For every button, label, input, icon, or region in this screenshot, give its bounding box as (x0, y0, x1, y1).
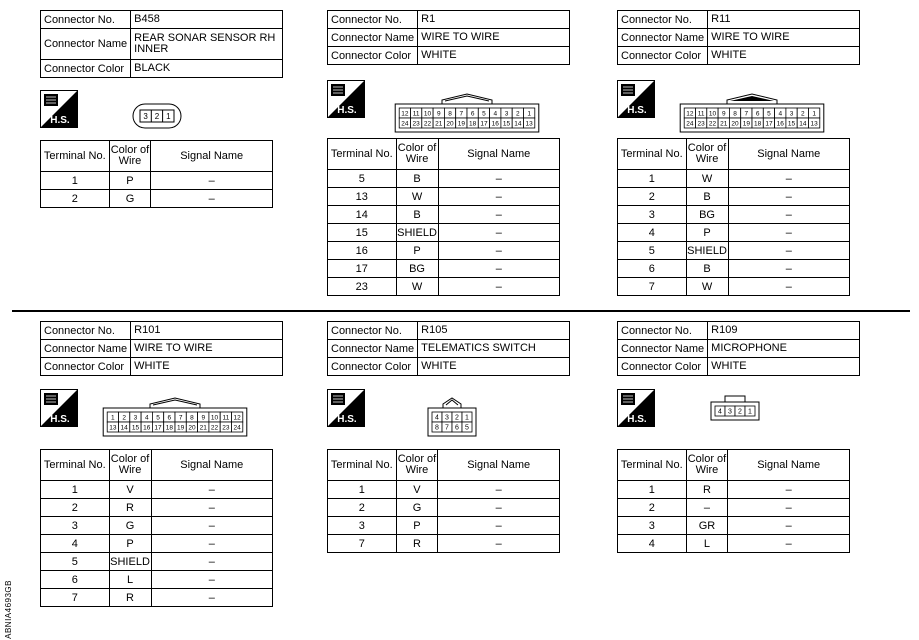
wire-color-header: Color of Wire (396, 139, 438, 170)
connector-name-value: REAR SONAR SENSOR RH INNER (131, 29, 283, 60)
svg-text:H.S.: H.S. (337, 414, 357, 425)
table-row: 5 SHIELD – (618, 242, 850, 260)
connector-name-label: Connector Name (618, 29, 708, 47)
pin-label: 14 (120, 424, 128, 432)
connector-color-label: Connector Color (618, 358, 708, 376)
connector-block-r105 (327, 321, 577, 550)
connector-info-table (327, 321, 570, 376)
harness-side-icon (617, 80, 655, 118)
svg-text:H.S.: H.S. (627, 105, 647, 116)
connector-no-value: R105 (418, 322, 570, 340)
pin-label: 7 (445, 424, 449, 432)
pin-label: 3 (728, 408, 732, 416)
table-row: 4 P – (41, 535, 273, 553)
table-row: 1 W – (618, 170, 850, 188)
terminal-table (40, 449, 273, 607)
pin-label: 23 (697, 120, 705, 128)
pin-label: 14 (799, 120, 807, 128)
connector-face-b458 (132, 103, 182, 129)
connector-no-label: Connector No. (41, 11, 131, 29)
wire-color-header: Color of Wire (109, 141, 151, 172)
pin-label: 21 (199, 424, 207, 432)
pin-label: 15 (787, 120, 796, 128)
connector-info-table (40, 10, 283, 78)
table-row: 3 GR – (618, 517, 850, 535)
connector-info-table (40, 321, 283, 376)
pin-label: 15 (131, 424, 140, 432)
pin-label: 14 (514, 120, 522, 128)
pin-label: 24 (401, 120, 409, 128)
connector-face-r105 (422, 387, 482, 437)
pin-label: 2 (455, 414, 459, 422)
svg-text:H.S.: H.S. (337, 105, 357, 116)
signal-name-header: Signal Name (728, 139, 849, 170)
pin-label: 15 (502, 120, 511, 128)
connector-face-r1 (387, 78, 547, 133)
pin-label: 7 (744, 110, 749, 118)
table-row: 2 – – (618, 499, 850, 517)
table-row: 16 P – (328, 242, 560, 260)
pin-label: 12 (686, 110, 694, 118)
pin-label: 5 (156, 414, 160, 422)
pin-label: 1 (465, 414, 469, 422)
connector-color-value: WHITE (131, 358, 283, 376)
pin-label: 18 (754, 120, 762, 128)
pin-label: 8 (190, 414, 194, 422)
pin-label: 18 (165, 424, 173, 432)
table-row: 3 BG – (618, 206, 850, 224)
pin-label: 5 (767, 110, 771, 118)
pin-label: 10 (210, 414, 219, 422)
pin-label: 16 (143, 424, 151, 432)
connector-name-value: MICROPHONE (708, 340, 860, 358)
connector-color-value: BLACK (131, 60, 283, 78)
table-row: 1 V – (41, 481, 273, 499)
pin-label: 16 (776, 120, 784, 128)
pin-label: 13 (525, 120, 533, 128)
signal-name-header: Signal Name (151, 450, 272, 481)
connector-color-label: Connector Color (618, 47, 708, 65)
pin-label: 19 (457, 120, 465, 128)
connector-block-r109 (617, 321, 867, 550)
pin-label: 6 (755, 110, 760, 118)
pin-label: 5 (482, 110, 486, 118)
pin-label: 7 (178, 414, 183, 422)
terminal-no-header: Terminal No. (618, 450, 687, 481)
connector-no-value: R1 (418, 11, 570, 29)
pin-label: 1 (812, 110, 816, 118)
signal-name-header: Signal Name (728, 450, 850, 481)
connector-no-value: R109 (708, 322, 860, 340)
pin-label: 10 (708, 110, 717, 118)
terminal-no-header: Terminal No. (41, 141, 110, 172)
connector-block-b458 (40, 10, 290, 205)
pin-label: 4 (718, 408, 722, 416)
pin-label: 13 (810, 120, 818, 128)
pin-label: 24 (233, 424, 241, 432)
pin-label: 9 (201, 414, 206, 422)
harness-side-icon (40, 90, 78, 128)
harness-side-icon (327, 80, 365, 118)
pin-label: 2 (122, 414, 126, 422)
pin-label: 6 (470, 110, 475, 118)
pin-label: 10 (423, 110, 432, 118)
pin-label: 17 (765, 120, 773, 128)
pin-label: 11 (222, 414, 230, 422)
pin-label: 1 (166, 112, 171, 121)
table-row: 2 G – (328, 499, 560, 517)
connector-face-r101 (90, 387, 260, 437)
connector-color-value: WHITE (708, 47, 860, 65)
pin-label: 17 (154, 424, 162, 432)
hs-label: H.S. (50, 115, 70, 126)
table-row: 1 V – (328, 481, 560, 499)
connector-info-table (327, 10, 570, 65)
pin-label: 3 (133, 414, 138, 422)
table-row: 7 R – (328, 535, 560, 553)
pin-label: 11 (697, 110, 705, 118)
table-row: 1 R – (618, 481, 850, 499)
terminal-table (40, 140, 273, 208)
pin-label: 21 (720, 120, 728, 128)
pin-label: 4 (144, 414, 149, 422)
pin-label: 23 (222, 424, 230, 432)
harness-side-icon (327, 389, 365, 427)
table-row: 13 W – (328, 188, 560, 206)
table-row: 6 L – (41, 571, 273, 589)
connector-name-value: WIRE TO WIRE (131, 340, 283, 358)
pin-label: 1 (748, 408, 752, 416)
signal-name-header: Signal Name (438, 450, 560, 481)
table-row: 6 B – (618, 260, 850, 278)
pin-label: 12 (233, 414, 241, 422)
pin-label: 9 (436, 110, 441, 118)
pin-label: 2 (516, 110, 520, 118)
pin-label: 2 (738, 408, 742, 416)
terminal-table (617, 138, 850, 296)
table-row: 3 P – (328, 517, 560, 535)
connector-name-label: Connector Name (618, 340, 708, 358)
pin-label: 19 (177, 424, 185, 432)
figure-code: ABNIA4693GB (4, 580, 13, 639)
connector-face-r109 (705, 391, 765, 421)
pin-label: 3 (789, 110, 794, 118)
pin-label: 22 (423, 120, 432, 128)
terminal-no-header: Terminal No. (618, 139, 687, 170)
pin-label: 19 (742, 120, 750, 128)
pin-label: 8 (448, 110, 452, 118)
connector-no-value: R101 (131, 322, 283, 340)
pin-label: 20 (188, 424, 196, 432)
pin-label: 6 (167, 414, 172, 422)
pin-label: 12 (401, 110, 409, 118)
pin-label: 18 (469, 120, 477, 128)
connector-no-label: Connector No. (328, 322, 418, 340)
terminal-table (617, 449, 850, 553)
table-row: 1 P – (41, 172, 273, 190)
pin-label: 7 (459, 110, 464, 118)
pin-label: 6 (455, 424, 459, 432)
connector-name-value: WIRE TO WIRE (418, 29, 570, 47)
table-row: 2 B – (618, 188, 850, 206)
pin-label: 5 (465, 424, 469, 432)
pin-label: 1 (111, 414, 115, 422)
wire-color-header: Color of Wire (109, 450, 151, 481)
connector-color-label: Connector Color (328, 47, 418, 65)
connector-block-r101 (40, 321, 290, 604)
wire-color-header: Color of Wire (686, 450, 728, 481)
connector-color-value: WHITE (418, 358, 570, 376)
connector-face-r11 (672, 78, 832, 133)
wire-color-header: Color of Wire (686, 139, 728, 170)
signal-name-header: Signal Name (438, 139, 559, 170)
connector-color-value: WHITE (708, 358, 860, 376)
pin-label: 20 (446, 120, 454, 128)
connector-no-value: B458 (131, 11, 283, 29)
connector-name-label: Connector Name (41, 29, 131, 60)
connector-name-label: Connector Name (328, 29, 418, 47)
pin-label: 21 (435, 120, 443, 128)
pin-label: 13 (109, 424, 117, 432)
harness-side-icon (617, 389, 655, 427)
connector-no-label: Connector No. (41, 322, 131, 340)
table-row: 5 B – (328, 170, 560, 188)
harness-side-icon (40, 389, 78, 427)
svg-text:H.S.: H.S. (50, 414, 70, 425)
connector-color-label: Connector Color (41, 60, 131, 78)
table-row: 2 G – (41, 190, 273, 208)
pin-label: 22 (708, 120, 717, 128)
pin-label: 20 (731, 120, 739, 128)
table-row: 23 W – (328, 278, 560, 296)
pin-label: 3 (445, 414, 449, 422)
connector-block-r1 (327, 10, 577, 293)
section-divider (12, 310, 910, 312)
pin-label: 2 (154, 112, 160, 121)
pin-label: 16 (491, 120, 499, 128)
terminal-no-header: Terminal No. (41, 450, 110, 481)
connector-name-label: Connector Name (41, 340, 131, 358)
connector-name-value: TELEMATICS SWITCH (418, 340, 570, 358)
wire-color-header: Color of Wire (396, 450, 438, 481)
connector-no-label: Connector No. (328, 11, 418, 29)
table-row: 15 SHIELD – (328, 224, 560, 242)
connector-info-table (617, 321, 860, 376)
pin-label: 9 (721, 110, 726, 118)
pin-label: 4 (493, 110, 498, 118)
table-row: 7 R – (41, 589, 273, 607)
pin-label: 17 (480, 120, 488, 128)
connector-no-label: Connector No. (618, 322, 708, 340)
table-row: 5 SHIELD – (41, 553, 273, 571)
connector-name-value: WIRE TO WIRE (708, 29, 860, 47)
pin-label: 24 (686, 120, 694, 128)
terminal-no-header: Terminal No. (328, 139, 397, 170)
table-row: 2 R – (41, 499, 273, 517)
connector-color-label: Connector Color (41, 358, 131, 376)
connector-color-value: WHITE (418, 47, 570, 65)
terminal-table (327, 138, 560, 296)
terminal-table (327, 449, 560, 553)
terminal-no-header: Terminal No. (328, 450, 397, 481)
pin-label: 3 (143, 112, 148, 121)
connector-info-table (617, 10, 860, 65)
pin-label: 3 (504, 110, 509, 118)
table-row: 4 L – (618, 535, 850, 553)
connector-no-label: Connector No. (618, 11, 708, 29)
table-row: 4 P – (618, 224, 850, 242)
svg-text:H.S.: H.S. (627, 414, 647, 425)
pin-label: 11 (412, 110, 420, 118)
pin-label: 2 (801, 110, 805, 118)
connector-block-r11 (617, 10, 867, 293)
pin-label: 22 (210, 424, 219, 432)
connector-name-label: Connector Name (328, 340, 418, 358)
table-row: 7 W – (618, 278, 850, 296)
pin-label: 8 (733, 110, 737, 118)
pin-label: 8 (435, 424, 439, 432)
table-row: 17 BG – (328, 260, 560, 278)
pin-label: 1 (527, 110, 531, 118)
connector-color-label: Connector Color (328, 358, 418, 376)
signal-name-header: Signal Name (151, 141, 273, 172)
pin-label: 4 (778, 110, 783, 118)
pin-label: 23 (412, 120, 420, 128)
table-row: 3 G – (41, 517, 273, 535)
connector-no-value: R11 (708, 11, 860, 29)
table-row: 14 B – (328, 206, 560, 224)
pin-label: 4 (435, 414, 439, 422)
